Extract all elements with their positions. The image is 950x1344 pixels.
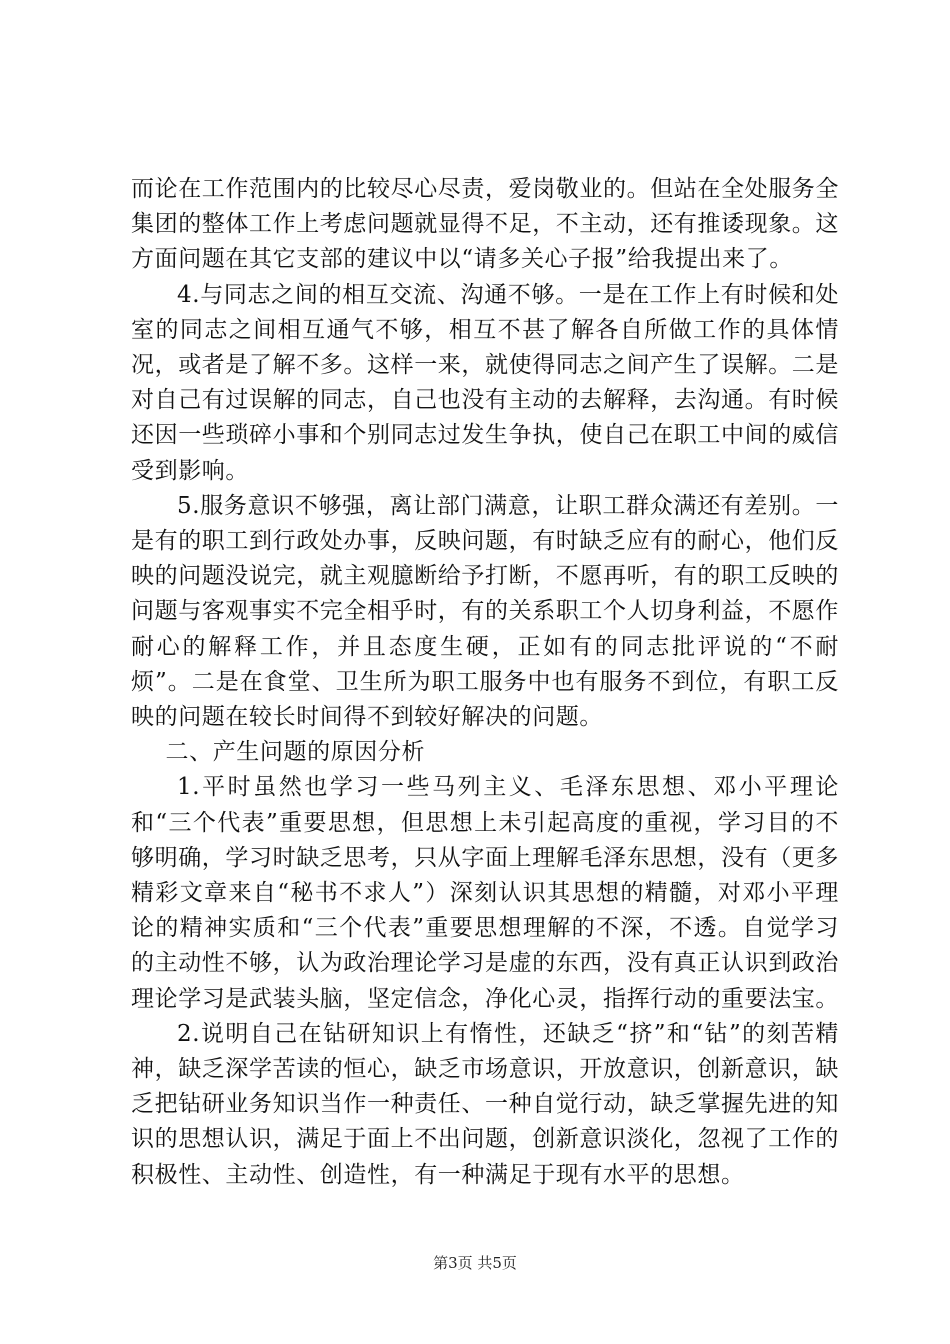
paragraph-item-5: 5.服务意识不够强，离让部门满意，让职工群众满还有差别。一是有的职工到行政处办事，反映问题，有时缺乏应有的耐心，他们反映的问题没说完，就主观臆断给予打断，不愿再听，有的职工反映的问题与客观事实不完全相乎时，有的关系职工个人切身利益，不愿作耐心的解释工作，并且态度生硬，正如有的同志批评说的“不耐烦”。二是在食堂、卫生所为职工服务中也有服务不到位，有职工反映的问题在较长时间得不到较好解决的问题。 (131, 492, 839, 731)
paragraph-item-4: 4.与同志之间的相互交流、沟通不够。一是在工作上有时候和处室的同志之间相互通气不够，相互不甚了解各自所做工作的具体情况，或者是了解不多。这样一来，就使得同志之间产生了误解。二是对自己有过误解的同志，自己也没有主动的去解释，去沟通。有时候还因一些琐碎小事和个别同志过发生争执，使自己在职工中间的威信受到影响。 (131, 281, 839, 484)
section-heading-causes: 二、产生问题的原因分析 (165, 739, 426, 766)
page-number-footer: 第3页 共5页 (433, 1254, 517, 1272)
document-body (131, 172, 839, 1193)
paragraph-cause-2: 2.说明自己在钻研知识上有惰性，还缺乏“挤”和“钻”的刻苦精神，缺乏深学苦读的恒心，缺乏市场意识，开放意识，创新意识，缺乏把钻研业务知识当作一种责任、一种自觉行动，缺乏掌握先进的知识的思想认识，满足于面上不出问题，创新意识淡化，忽视了工作的积极性、主动性、创造性，有一种满足于现有水平的思想。 (131, 1020, 839, 1188)
paragraph-continued: 而论在工作范围内的比较尽心尽责，爱岗敬业的。但站在全处服务全集团的整体工作上考虑问题就显得不足，不主动，还有推诿现象。这方面问题在其它支部的建议中以“请多关心子报”给我提出来了。 (131, 176, 839, 273)
paragraph-cause-1: 1.平时虽然也学习一些马列主义、毛泽东思想、邓小平理论和“三个代表”重要思想，但思想上未引起高度的重视，学习目的不够明确，学习时缺乏思考，只从字面上理解毛泽东思想，没有（更多精彩文章来自“秘书不求人”）深刻认识其思想的精髓，对邓小平理论的精神实质和“三个代表”重要思想理解的不深，不透。自觉学习的主动性不够，认为政治理论学习是虚的东西，没有真正认识到政治理论学习是武装头脑，坚定信念，净化心灵，指挥行动的重要法宝。 (131, 774, 839, 1012)
